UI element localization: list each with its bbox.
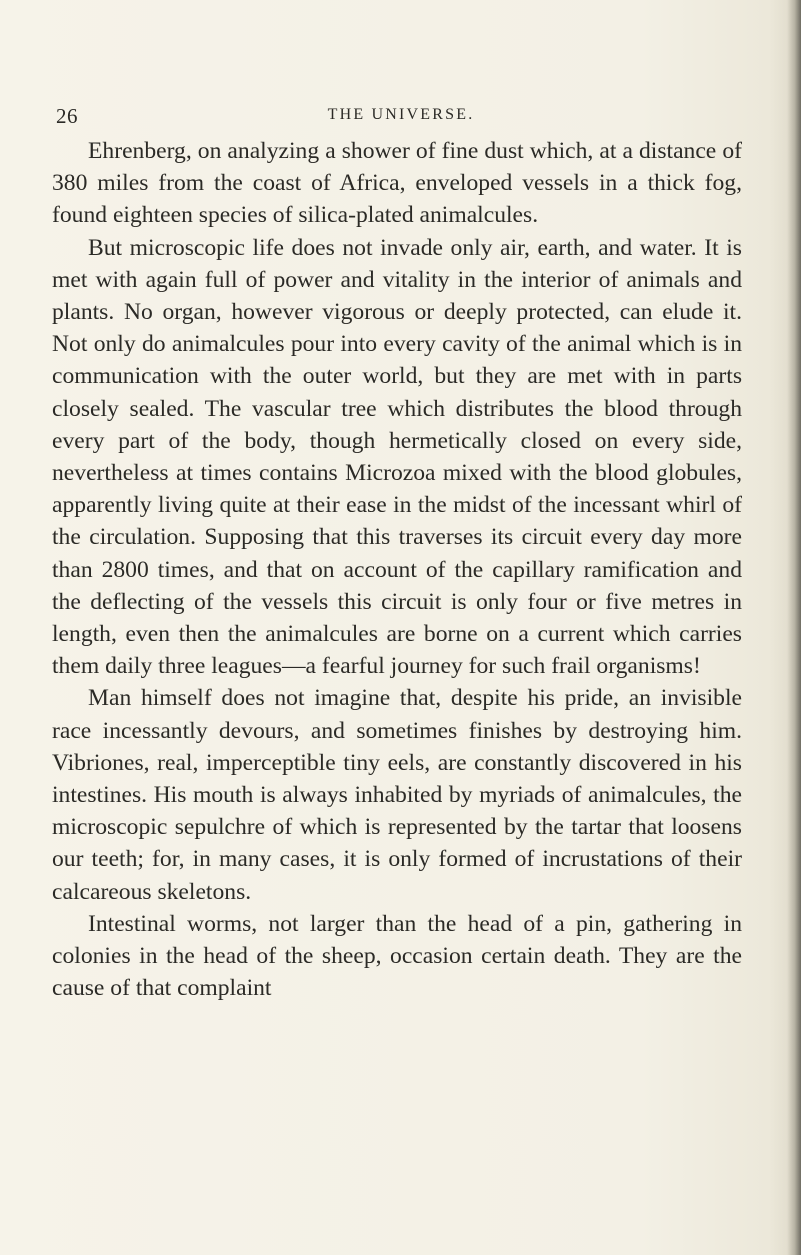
body-text [52,135,742,1004]
page-edge-shadow [787,0,801,1255]
paragraph: Ehrenberg, on analyzing a shower of fine dust which, at a distance of 380 miles from the coast of Africa, enveloped vessels in a thick fog, found eighteen species of silica-plated animalcules. [52,138,742,229]
paragraph: But microscopic life does not invade only air, earth, and water. It is met with again full of power and vitality in the interior of animals and plants. No organ, however vigorous or deeply protected, can elude it. Not only do animalcules pour into every cavity of the animal which is in communication with the outer world, but they are met with in parts closely sealed. The vascular tree which distributes the blood through every part of the body, though hermetically closed on every side, nevertheless at times contains Microzoa mixed with the blood globules, apparently living quite at their ease in the midst of the incessant whirl of the circulation. Supposing that this traverses its circuit every day more than 2800 times, and that on account of the capillary ramification and the deflecting of the vessels this circuit is only four or five metres in length, even then the animalcules are borne on a current which carries them daily three leagues—a fearful journey for such frail organisms! [52,234,742,680]
page-number: 26 [56,104,78,128]
running-head: THE UNIVERSE. [327,106,475,123]
paragraph: Intestinal worms, not larger than the head of a pin, gathering in colonies in the head of the sheep, occasion certain death. They are the cause of that complaint [52,910,742,1002]
page-header [56,104,746,132]
paragraph: Man himself does not imagine that, despite his pride, an invisible race incessantly devours, and sometimes finishes by destroying him. Vibriones, real, imperceptible tiny eels, are constantly discovered in his intestines. His mouth is always inhabited by myriads of animalcules, the microscopic sepulchre of which is represented by the tartar that loosens our teeth; for, in many cases, it is only formed of incrustations of their calcareous skeletons. [52,685,742,905]
